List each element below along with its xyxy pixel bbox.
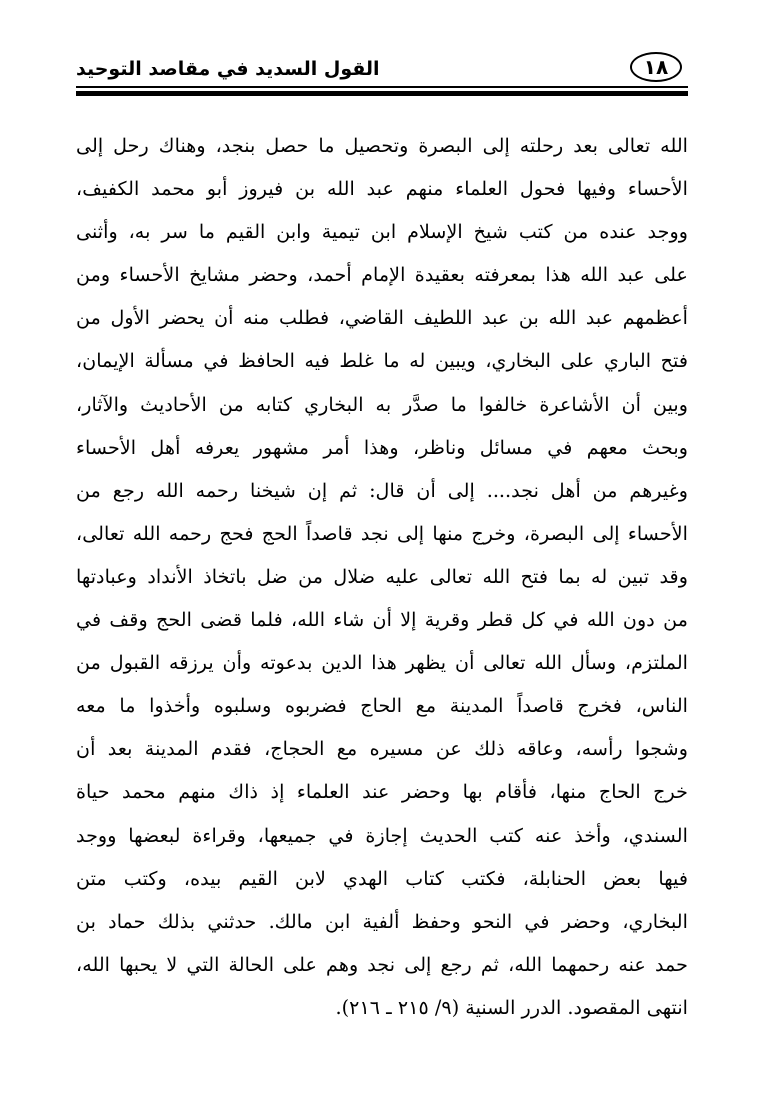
text-line: وبحث معهم في مسائل وناظر، وهذا أمر مشهور يعرفه أهل الأحساء bbox=[76, 435, 688, 459]
page-number: ١٨ bbox=[630, 52, 682, 82]
text-line: وغيرهم من أهل نجد.... إلى أن قال: ثم إن شيخنا رحمه الله رجع من bbox=[76, 478, 688, 502]
body-text bbox=[76, 124, 688, 1029]
text-line-last: انتهى المقصود. الدرر السنية (٩/ ٢١٥ ـ ٢١٦). bbox=[335, 995, 688, 1019]
text-line: البخاري، وحضر في النحو وحفظ ألفية ابن مالك. حدثني بذلك حماد بن bbox=[76, 909, 688, 933]
text-line: وبين أن الأشاعرة خالفوا ما صدَّر به البخاري كتابه من الأحاديث والآثار، bbox=[76, 392, 688, 416]
book-title: القول السديد في مقاصد التوحيد bbox=[76, 58, 380, 80]
text-line: من دون الله في كل قطر وقرية إلا أن شاء الله، فلما قضى الحج وقف في bbox=[76, 608, 688, 632]
text-line: ووجد عنده من كتب شيخ الإسلام ابن تيمية وابن القيم ما سر به، وأثنى bbox=[76, 220, 688, 244]
text-line: وشجوا رأسه، وعاقه ذلك عن مسيره مع الحجاج، فقدم المدينة بعد أن bbox=[76, 737, 688, 761]
text-line: الملتزم، وسأل الله تعالى أن يظهر هذا الدين بدعوته وأن يرزقه القبول من bbox=[76, 651, 688, 675]
header-rule-thick bbox=[76, 91, 688, 96]
text-line: على عبد الله هذا بمعرفته بعقيدة الإمام أحمد، وحضر مشايخ الأحساء ومن bbox=[76, 263, 688, 287]
text-line: وقد تبين له بما فتح الله تعالى عليه ضلال من ضل باتخاذ الأنداد وعبادتها bbox=[76, 564, 688, 588]
text-line: الأحساء إلى البصرة، وخرج منها إلى نجد قاصداً الحج فحج رحمه الله تعالى، bbox=[76, 521, 688, 545]
text-line: الناس، فخرج قاصداً المدينة مع الحاج فضربوه وسلبوه وأخذوا ما معه bbox=[76, 694, 688, 718]
text-line: السندي، وأخذ عنه كتب الحديث إجازة في جميعها، وقراءة لبعضها ووجد bbox=[76, 823, 688, 847]
text-line: فيها بعض الحنابلة، فكتب كتاب الهدي لابن القيم بيده، وكتب متن bbox=[76, 866, 688, 890]
text-line: الله تعالى بعد رحلته إلى البصرة وتحصيل ما حصل بنجد، وهناك رحل إلى bbox=[76, 134, 688, 157]
text-line: الأحساء وفيها فحول العلماء منهم عبد الله بن فيروز أبو محمد الكفيف، bbox=[76, 177, 688, 201]
text-line: أعظمهم عبد الله بن عبد اللطيف القاضي، فطلب منه أن يحضر الأول من bbox=[76, 306, 688, 330]
running-header bbox=[76, 52, 688, 96]
text-line: حمد عنه رحمهما الله، ثم رجع إلى نجد وهم على الحالة التي لا يحبها الله، bbox=[76, 952, 688, 976]
text-line: فتح الباري على البخاري، ويبين له ما غلط فيه الحافظ في مسألة الإيمان، bbox=[76, 349, 688, 373]
text-line: خرج الحاج منها، فأقام بها وحضر عند العلماء إذ ذاك منهم محمد حياة bbox=[76, 780, 688, 804]
header-rule-thin bbox=[76, 86, 688, 88]
